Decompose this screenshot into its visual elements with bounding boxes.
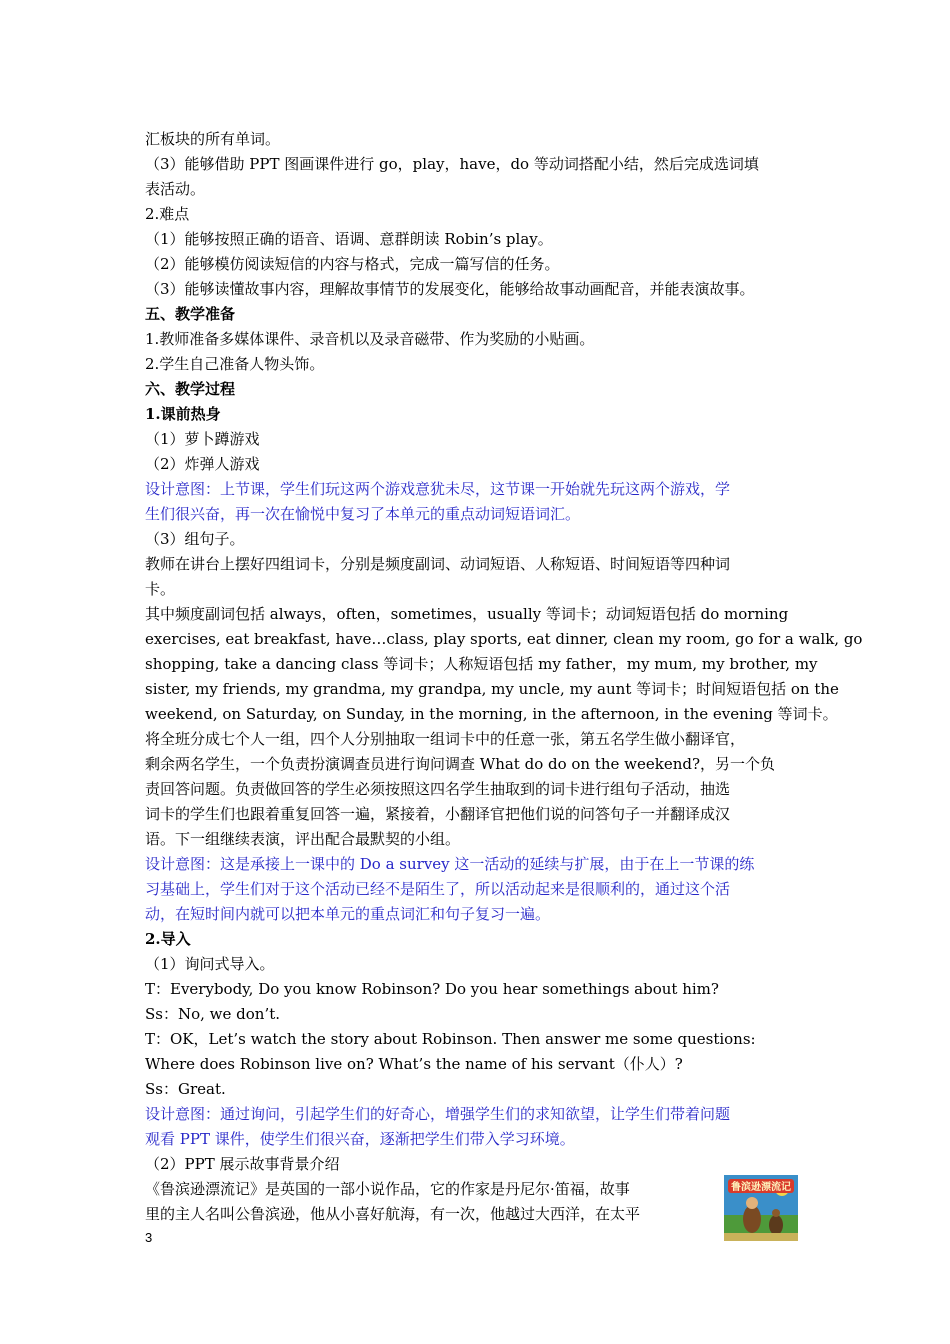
book-cover-image (724, 1175, 798, 1241)
text-line: 词卡的学生们也跟着重复回答一遍，紧接着，小翻译官把他们说的问答句子一并翻译成汉 (145, 805, 731, 823)
text-line: （1）能够按照正确的语音、语调、意群朗读 Robin’s play。 (145, 230, 553, 248)
design-intent-line: 设计意图：通过询问，引起学生们的好奇心，增强学生们的求知欲望，让学生们带着问题 (145, 1105, 731, 1123)
design-intent-line: 设计意图：上节课，学生们玩这两个游戏意犹未尽，这节课一开始就先玩这两个游戏，学 (145, 480, 731, 498)
text-line: exercises, eat breakfast, have…class, play sports, eat dinner, clean my room, go for a walk, go (145, 630, 863, 648)
text-line: Ss：Great. (145, 1080, 226, 1098)
text-line: weekend, on Saturday, on Sunday, in the morning, in the afternoon, in the evening 等词卡。 (145, 705, 838, 723)
text-line: 教师在讲台上摆好四组词卡，分别是频度副词、动词短语、人称短语、时间短语等四种词 (145, 555, 731, 573)
text-line: （3）能够借助 PPT 图画课件进行 go，play，have，do 等动词搭配小结，然后完成选词填 (145, 155, 759, 173)
text-line: sister, my friends, my grandma, my grandpa, my uncle, my aunt 等词卡；时间短语包括 on the (145, 680, 839, 698)
text-line: T：Everybody, Do you know Robinson? Do you hear somethings about him? (145, 980, 719, 998)
text-line: 剩余两名学生，一个负责扮演调查员进行询问调查 What do do on the weekend?，另一个负 (145, 755, 776, 773)
design-intent-line: 设计意图：这是承接上一课中的 Do a survey 这一活动的延续与扩展，由于在上一节课的练 (145, 855, 755, 873)
design-intent-line: 生们很兴奋，再一次在愉悦中复习了本单元的重点动词短语词汇。 (145, 505, 581, 523)
page-number: 3 (145, 1230, 153, 1245)
text-line: 语。下一组继续表演，评出配合最默契的小组。 (145, 830, 461, 848)
text-line: （3）能够读懂故事内容，理解故事情节的发展变化，能够给故事动画配音，并能表演故事。 (145, 280, 755, 298)
document-body (145, 127, 863, 1227)
text-line: （3）组句子。 (145, 530, 245, 548)
text-line: Ss：No, we don’t. (145, 1005, 281, 1023)
book-cover-illustration (724, 1175, 798, 1241)
cover-title: 鲁滨逊漂流记 (731, 1182, 791, 1193)
text-line: （2）炸弹人游戏 (145, 455, 260, 473)
text-line: 2.难点 (145, 205, 190, 223)
text-line: 其中频度副词包括 always，often，sometimes，usually 等词卡；动词短语包括 do morning (145, 605, 789, 623)
text-line: （1）萝卜蹲游戏 (145, 430, 260, 448)
text-line: 2.学生自己准备人物头饰。 (145, 355, 325, 373)
text-line: 表活动。 (145, 180, 206, 198)
text-line: 1.教师准备多媒体课件、录音机以及录音磁带、作为奖励的小贴画。 (145, 330, 595, 348)
design-intent-line: 动，在短时间内就可以把本单元的重点词汇和句子复习一遍。 (145, 905, 551, 923)
section-heading: 2.导入 (145, 930, 191, 948)
text-line: （2）PPT 展示故事背景介绍 (145, 1155, 340, 1173)
design-intent-line: 习基础上，学生们对于这个活动已经不是陌生了，所以活动起来是很顺利的，通过这个活 (145, 880, 731, 898)
text-line: Where does Robinson live on? What’s the name of his servant（仆人）? (145, 1055, 683, 1073)
text-line: shopping, take a dancing class 等词卡；人称短语包括 my father，my mum, my brother, my (145, 655, 818, 673)
text-line: （2）能够模仿阅读短信的内容与格式，完成一篇写信的任务。 (145, 255, 560, 273)
text-line: 汇板块的所有单词。 (145, 130, 281, 148)
text-line: （1）询问式导入。 (145, 955, 275, 973)
text-line: 责回答问题。负责做回答的学生必须按照这四名学生抽取到的词卡进行组句子活动，抽选 (145, 780, 731, 798)
text-line: 《鲁滨逊漂流记》是英国的一部小说作品，它的作家是丹尼尔·笛福，故事 (145, 1180, 630, 1198)
text-line: 卡。 (145, 580, 176, 598)
text-line: 将全班分成七个人一组，四个人分别抽取一组词卡中的任意一张，第五名学生做小翻译官， (145, 730, 746, 748)
section-heading: 1.课前热身 (145, 405, 221, 423)
text-line: T：OK，Let’s watch the story about Robinson. Then answer me some questions: (145, 1030, 756, 1048)
text-line: 里的主人名叫公鲁滨逊，他从小喜好航海，有一次，他越过大西洋，在太平 (145, 1205, 641, 1223)
design-intent-line: 观看 PPT 课件，使学生们很兴奋，逐渐把学生们带入学习环境。 (145, 1130, 575, 1148)
section-heading: 六、教学过程 (145, 380, 236, 398)
section-heading: 五、教学准备 (145, 305, 236, 323)
